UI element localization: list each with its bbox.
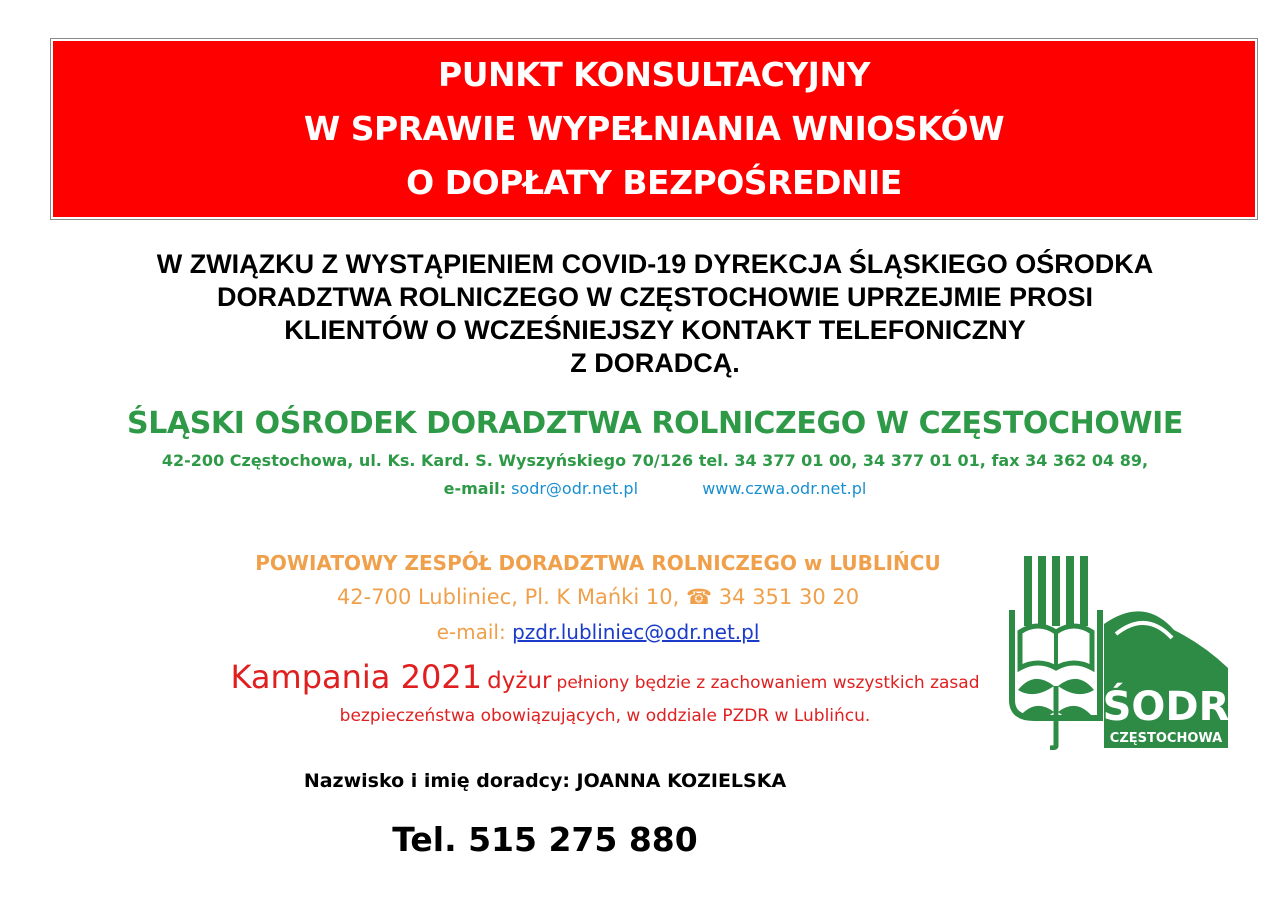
campaign-word: dyżur xyxy=(487,668,552,694)
organization-email[interactable]: sodr@odr.net.pl xyxy=(511,479,639,498)
pzdr-name: POWIATOWY ZESPÓŁ DORADZTWA ROLNICZEGO w LUBLIŃCU xyxy=(255,551,941,575)
pzdr-address-line xyxy=(60,585,1136,609)
banner-title-line-2: W SPRAWIE WYPEŁNIANIA WNIOSKÓW xyxy=(303,109,1005,148)
covid-notice xyxy=(40,248,1270,380)
organization-contact xyxy=(40,479,1270,498)
pzdr-email-line xyxy=(60,620,1136,644)
banner-title-line-1: PUNKT KONSULTACYJNY xyxy=(438,55,870,94)
organization-address: 42-200 Częstochowa, ul. Ks. Kard. S. Wyszyńskiego 70/126 tel. 34 377 01 00, 34 377 01 01, fax 34 362 04 89, xyxy=(161,451,1149,470)
notice-line-4: Z DORADCĄ. xyxy=(570,348,740,378)
campaign-line-2: bezpieczeństwa obowiązujących, w oddziale PZDR w Lublińcu. xyxy=(339,706,871,726)
sodr-logo xyxy=(1004,550,1234,750)
organization-email-label: e-mail: xyxy=(443,479,506,498)
organization-website[interactable]: www.czwa.odr.net.pl xyxy=(702,479,867,498)
pzdr-email-link[interactable]: pzdr.lubliniec@odr.net.pl xyxy=(512,620,760,644)
notice-line-3: KLIENTÓW O WCZEŚNIEJSZY KONTAKT TELEFONICZNY xyxy=(284,315,1026,345)
notice-line-1: W ZWIĄZKU Z WYSTĄPIENIEM COVID-19 DYREKCJA ŚLĄSKIEGO OŚRODKA xyxy=(156,249,1154,279)
advisor-label: Nazwisko i imię doradcy: xyxy=(303,770,570,792)
campaign-title: Kampania 2021 xyxy=(230,658,483,696)
header-banner xyxy=(50,38,1258,220)
pzdr-address: 42-700 Lubliniec, Pl. K Mańki 10, xyxy=(336,585,680,609)
logo-city: CZĘSTOCHOWA xyxy=(1109,731,1223,746)
banner-title-line-3: O DOPŁATY BEZPOŚREDNIE xyxy=(406,163,902,202)
advisor-name: JOANNA KOZIELSKA xyxy=(576,770,787,792)
campaign-line-1 xyxy=(40,658,1170,696)
organization-name: ŚLĄSKI OŚRODEK DORADZTWA ROLNICZEGO W CZĘSTOCHOWIE xyxy=(126,406,1184,441)
advisor-phone: Tel. 515 275 880 xyxy=(392,820,698,859)
phone-icon: ☎ xyxy=(685,585,713,609)
notice-line-2: DORADZTWA ROLNICZEGO W CZĘSTOCHOWIE UPRZEJMIE PROSI xyxy=(216,282,1093,312)
campaign-text: pełniony będzie z zachowaniem wszystkich zasad xyxy=(556,673,980,693)
pzdr-email-label: e-mail: xyxy=(436,620,506,644)
logo-abbr: ŚODR xyxy=(1102,684,1230,730)
advisor-line xyxy=(30,770,1060,792)
pzdr-phone: 34 351 30 20 xyxy=(718,585,860,609)
